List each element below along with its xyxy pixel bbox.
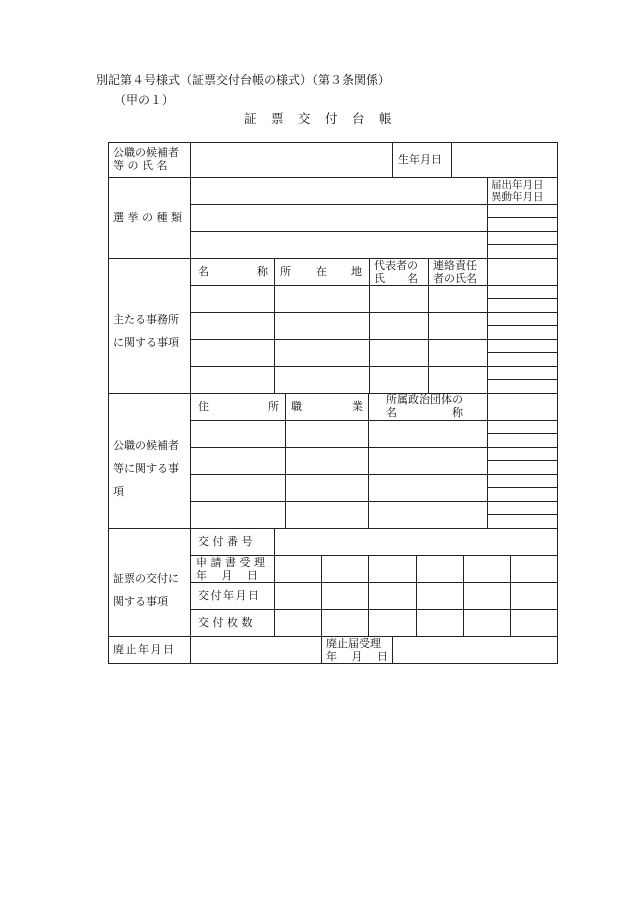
abolish-receipt-label: 廃止届受理 年 月 日 [326, 637, 388, 663]
candidate-section-label: 公職の候補者 等に関する事 項 [113, 439, 179, 499]
election-type-label: 選 挙 の 種 類 [113, 211, 182, 224]
application-receipt-label: 申 請 書 受 理 年 月 日 [196, 556, 265, 582]
abolish-date-label: 廃止年月日 [113, 643, 176, 656]
birth-date-label: 生年月日 [398, 153, 442, 166]
issue-count-label: 交 付 枚 数 [198, 616, 253, 629]
office-col-name: 名 称 [198, 265, 268, 278]
filing-date-label: 届出年月日 異動年月日 [491, 179, 544, 204]
form-title: 別記第４号様式（証票交付台帳の様式）（第３条関係） [96, 73, 391, 87]
issue-number-label: 交 付 番 号 [198, 535, 253, 548]
candidate-col-occupation: 職 業 [291, 400, 363, 413]
candidate-col-party: 所属政治団体の 名 称 [386, 393, 463, 419]
office-col-representative: 代表者の 氏 名 [374, 259, 418, 285]
form-sub-title: （甲の１） [114, 93, 175, 107]
candidate-name-label: 公職の候補者 等 の 氏 名 [113, 146, 179, 172]
office-col-contact: 連絡責任 者の氏名 [433, 259, 477, 285]
certificate-section-label: 証票の交付に 関する事項 [113, 572, 179, 609]
office-section-label: 主たる事務所 に関する事項 [113, 313, 179, 350]
candidate-col-address: 住 所 [198, 400, 279, 413]
issue-date-label: 交付年月日 [198, 589, 261, 602]
document-title: 証 票 交 付 台 帳 [244, 111, 393, 126]
